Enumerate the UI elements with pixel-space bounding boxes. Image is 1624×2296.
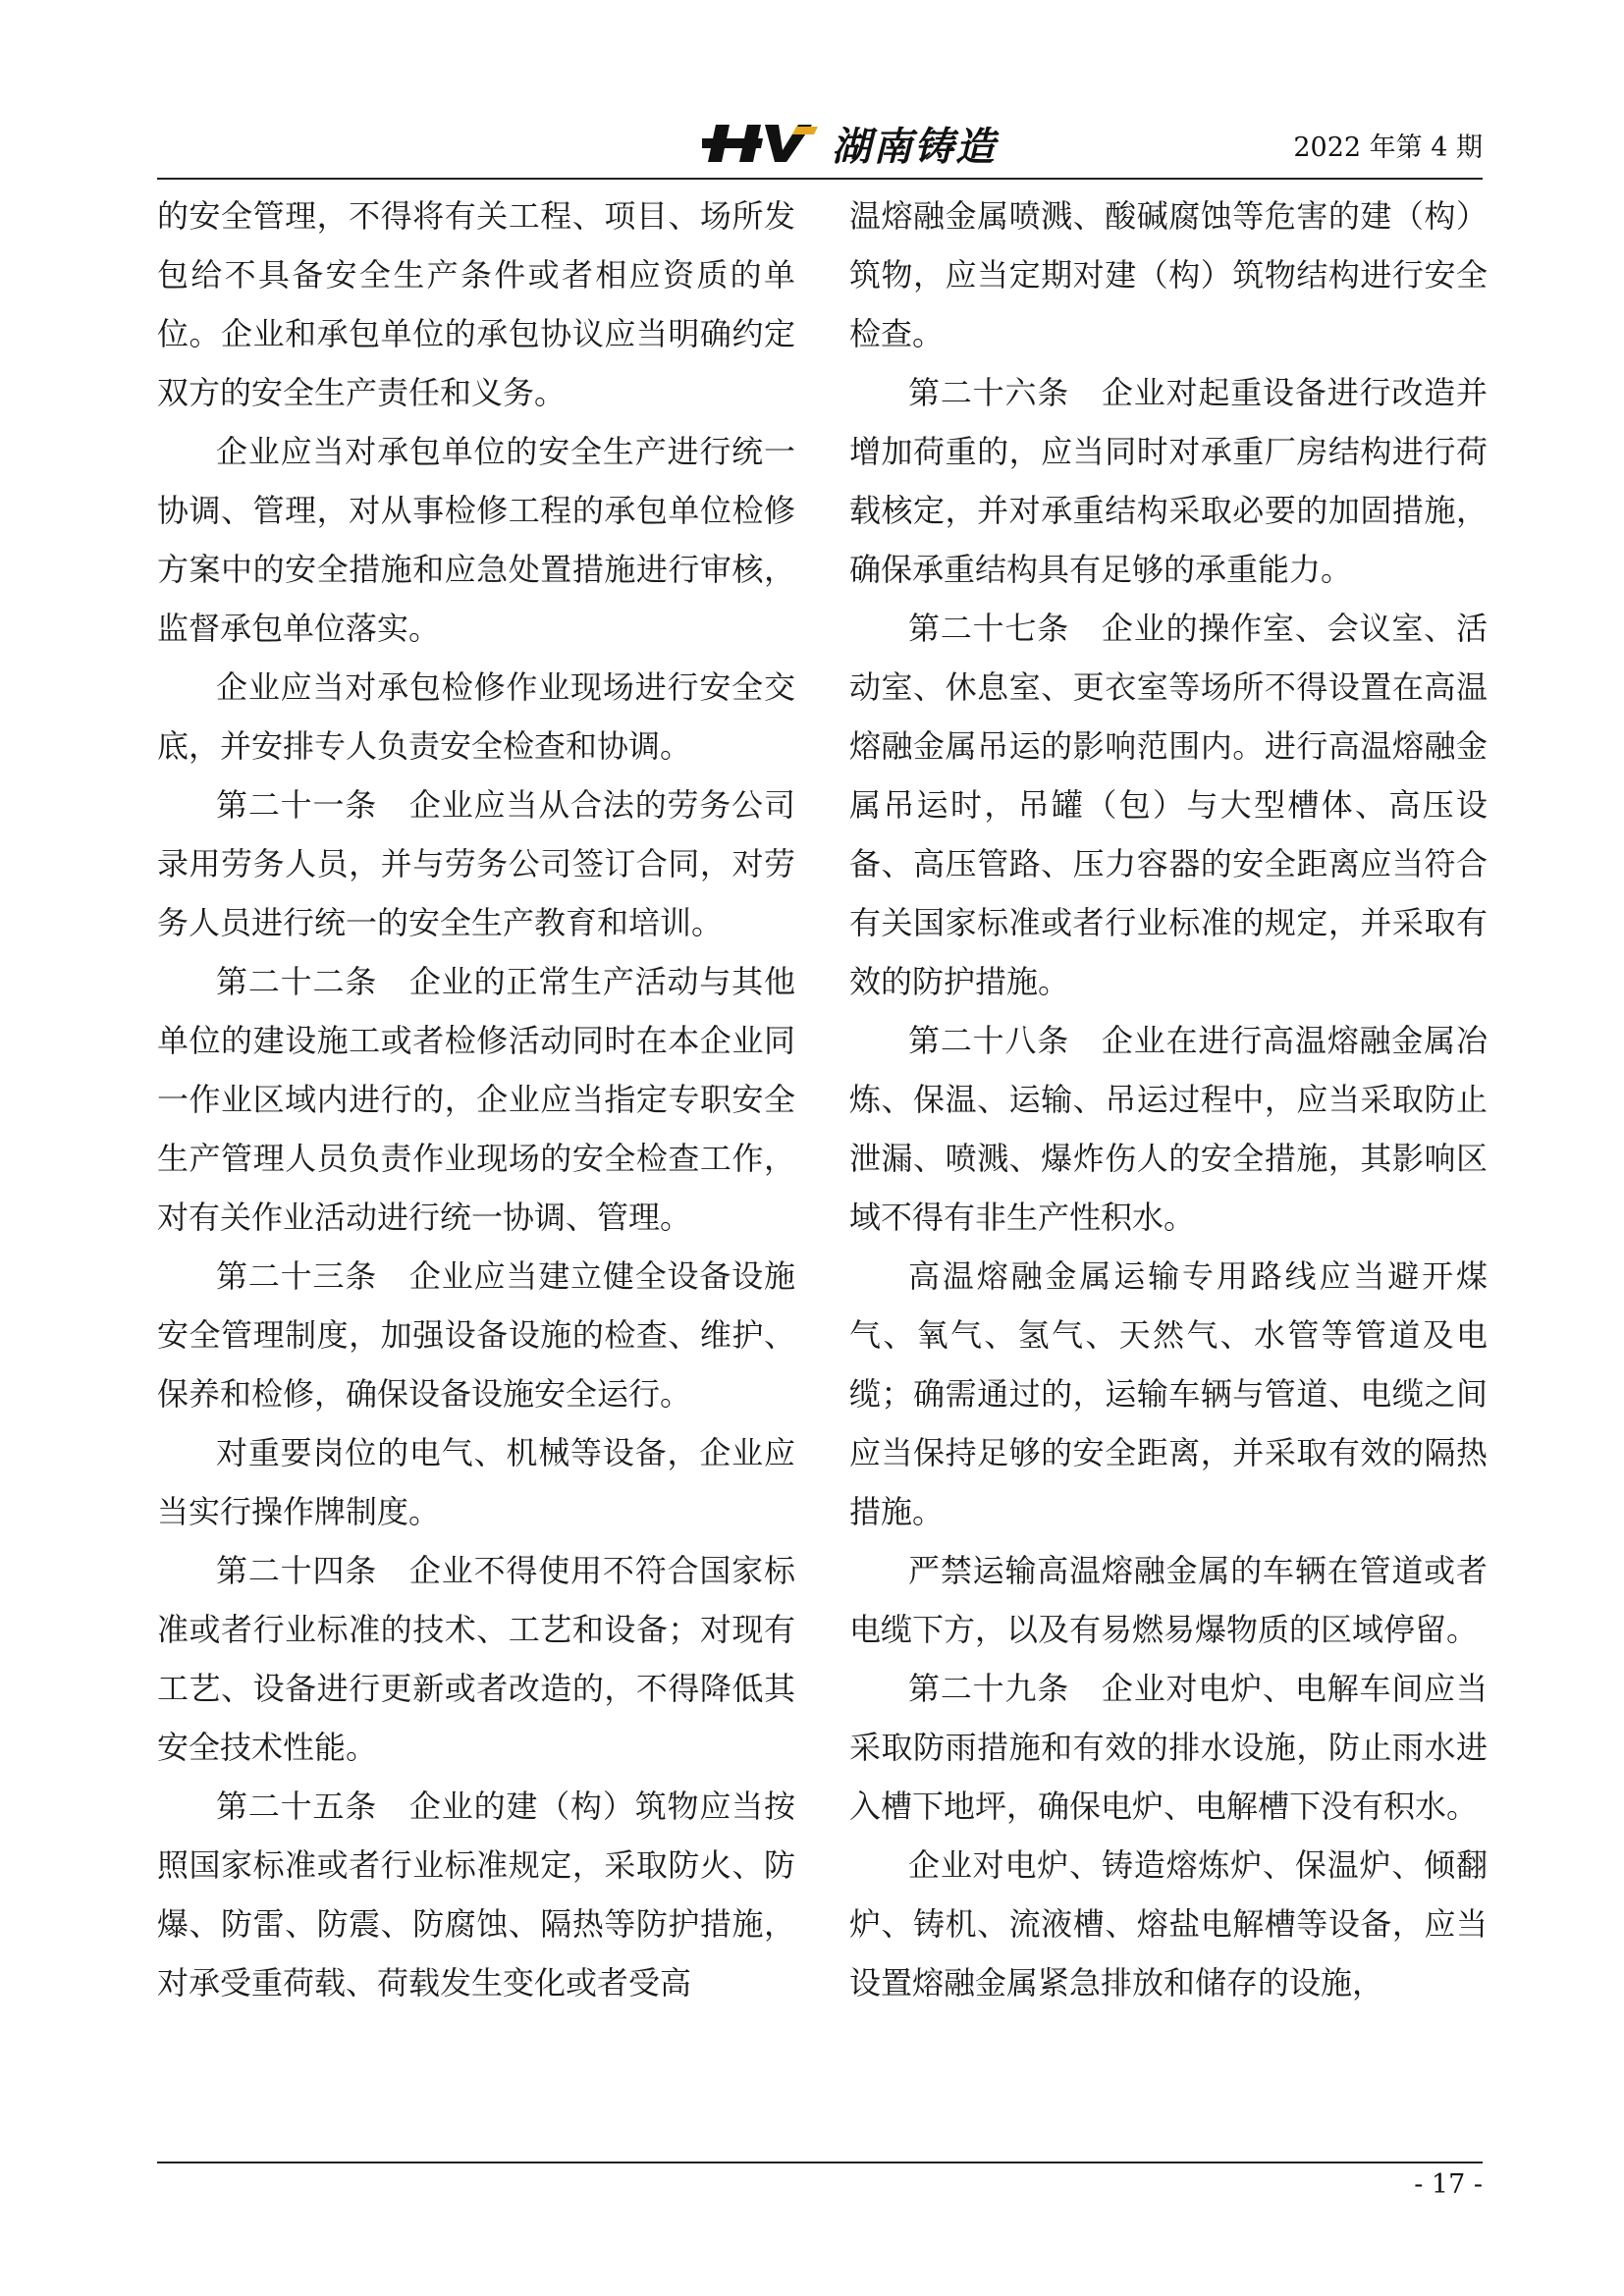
hnj-logo-icon [702,121,818,166]
paragraph: 对重要岗位的电气、机械等设备，企业应当实行操作牌制度。 [157,1434,795,1530]
paragraph: 第二十一条 企业应当从合法的劳务公司录用劳务人员，并与劳务公司签订合同，对劳务人员进行统一的安全生产教育和培训。 [157,786,795,941]
paragraph: 高温熔融金属运输专用路线应当避开煤气、氧气、氢气、天然气、水管等管道及电缆；确需通过的，运输车辆与管道、电缆之间应当保持足够的安全距离，并采取有效的隔热措施。 [849,1257,1488,1530]
footer-rule [157,2162,1483,2163]
page-number: - 17 - [1414,2169,1483,2200]
paragraph: 第二十二条 企业的正常生产活动与其他单位的建设施工或者检修活动同时在本企业同一作业区域内进行的，企业应当指定专职安全生产管理人员负责作业现场的安全检查工作，对有关作业活动进行统一协调、管理。 [157,963,795,1236]
header-rule [157,178,1483,180]
page-header [157,108,1483,177]
issue-number: 2022 年第 4 期 [1293,133,1483,163]
journal-name: 湖南铸造 [832,124,997,170]
paragraph: 温熔融金属喷溅、酸碱腐蚀等危害的建（构）筑物，应当定期对建（构）筑物结构进行安全检查。 [849,197,1488,352]
paragraph: 企业应当对承包检修作业现场进行安全交底，并安排专人负责安全检查和协调。 [157,668,795,765]
paragraph: 第二十五条 企业的建（构）筑物应当按照国家标准或者行业标准规定，采取防火、防爆、防雷、防震、防腐蚀、隔热等防护措施，对承受重荷载、荷载发生变化或者受高 [157,1788,795,2002]
paragraph: 第二十四条 企业不得使用不符合国家标准或者行业标准的技术、工艺和设备；对现有工艺、设备进行更新或者改造的，不得降低其安全技术性能。 [157,1552,795,1766]
paragraph: 企业对电炉、铸造熔炼炉、保温炉、倾翻炉、铸机、流液槽、熔盐电解槽等设备，应当设置熔融金属紧急排放和储存的设施， [849,1846,1488,2002]
paragraph: 第二十八条 企业在进行高温熔融金属冶炼、保温、运输、吊运过程中，应当采取防止泄漏、喷溅、爆炸伤人的安全措施，其影响区域不得有非生产性积水。 [849,1022,1488,1236]
right-column [849,187,1488,2012]
paragraph: 第二十三条 企业应当建立健全设备设施安全管理制度，加强设备设施的检查、维护、保养和检修，确保设备设施安全运行。 [157,1257,795,1413]
journal-logo [702,116,997,171]
left-column [157,187,795,2012]
paragraph: 第二十九条 企业对电炉、电解车间应当采取防雨措施和有效的排水设施，防止雨水进入槽下地坪，确保电炉、电解槽下没有积水。 [849,1670,1488,1825]
paragraph: 严禁运输高温熔融金属的车辆在管道或者电缆下方，以及有易燃易爆物质的区域停留。 [849,1552,1488,1648]
paragraph: 第二十七条 企业的操作室、会议室、活动室、休息室、更衣室等场所不得设置在高温熔融金属吊运的影响范围内。进行高温熔融金属吊运时，吊罐（包）与大型槽体、高压设备、高压管路、压力容器的安全距离应当符合有关国家标准或者行业标准的规定，并采取有效的防护措施。 [849,610,1488,1000]
paragraph: 的安全管理，不得将有关工程、项目、场所发包给不具备安全生产条件或者相应资质的单位。企业和承包单位的承包协议应当明确约定双方的安全生产责任和义务。 [157,197,795,411]
paragraph: 第二十六条 企业对起重设备进行改造并增加荷重的，应当同时对承重厂房结构进行荷载核定，并对承重结构采取必要的加固措施，确保承重结构具有足够的承重能力。 [849,374,1488,588]
paragraph: 企业应当对承包单位的安全生产进行统一协调、管理，对从事检修工程的承包单位检修方案中的安全措施和应急处置措施进行审核，监督承包单位落实。 [157,433,795,647]
